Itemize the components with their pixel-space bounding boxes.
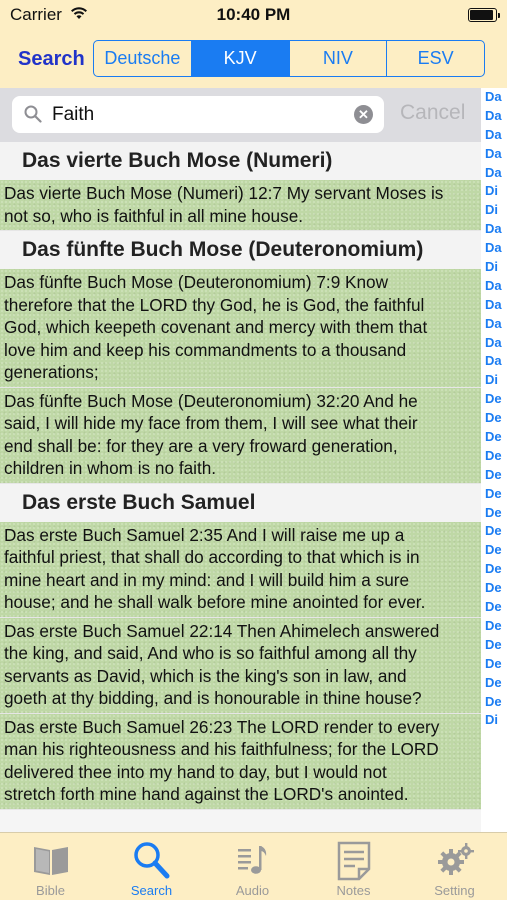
section-index-item[interactable]: De [485, 693, 502, 709]
section-index-item[interactable]: De [485, 542, 502, 558]
cancel-button[interactable]: Cancel [400, 101, 466, 124]
section-header: Das erste Buch Samuel [0, 484, 481, 522]
section-index-item[interactable]: Da [485, 240, 502, 256]
section-index-item[interactable]: De [485, 504, 502, 520]
result-line: love him and keep his commandments to a thousand [4, 339, 407, 360]
section-index[interactable] [481, 88, 507, 832]
translation-segmented-control [93, 40, 485, 77]
status-time: 10:40 PM [216, 5, 291, 24]
result-row[interactable] [0, 522, 481, 618]
result-line: Das erste Buch Samuel 22:14 Then Ahimelech answered [4, 620, 440, 641]
result-row[interactable] [0, 180, 481, 231]
result-line: children in whom is no faith. [4, 458, 217, 478]
clear-search-button[interactable]: ✕ [354, 105, 373, 124]
section-index-item[interactable]: Da [485, 277, 502, 293]
section-index-item[interactable]: De [485, 655, 502, 671]
result-line: stretch forth mine hand against the LORD's anointed. [4, 784, 409, 804]
section-index-item[interactable]: Di [485, 202, 498, 218]
tab-notes-label: Notes [336, 883, 371, 898]
section-index-item[interactable]: Da [485, 296, 502, 312]
section-index-item[interactable]: Da [485, 315, 502, 331]
section-index-item[interactable]: De [485, 674, 502, 690]
section-index-item[interactable]: Da [485, 89, 502, 104]
result-line: Das erste Buch Samuel 2:35 And I will raise me up a [4, 524, 405, 545]
section-index-item[interactable]: Di [485, 259, 498, 275]
section-index-item[interactable]: De [485, 561, 502, 577]
section-header: Das vierte Buch Mose (Numeri) [0, 142, 481, 180]
search-input[interactable] [12, 96, 384, 133]
section-index-item[interactable]: Di [485, 712, 498, 728]
page-title: Search [18, 48, 85, 70]
section-index-item[interactable]: De [485, 636, 502, 652]
tab-bible-label: Bible [36, 883, 65, 898]
result-line: not so, who is faithful in all mine house. [4, 205, 304, 226]
result-row[interactable] [0, 714, 481, 810]
segment-kjv[interactable]: KJV [192, 41, 290, 76]
section-header: Das fünfte Buch Mose (Deuteronomium) [0, 231, 481, 269]
section-index-item[interactable]: De [485, 447, 502, 463]
section-index-item[interactable]: De [485, 485, 502, 501]
battery-icon [468, 8, 497, 22]
section-index-item[interactable]: Da [485, 145, 502, 161]
section-index-item[interactable]: De [485, 429, 502, 445]
status-bar [0, 0, 507, 30]
tab-search[interactable] [101, 833, 202, 900]
result-line: generations; [4, 362, 99, 382]
result-line: said, I will hide my face from them, I will see what their [4, 413, 418, 433]
result-line: therefore that the LORD thy God, he is God, the faithful [4, 294, 425, 315]
section-index-item[interactable]: De [485, 523, 502, 539]
result-line: Das fünfte Buch Mose (Deuteronomium) 7:9 Know [4, 272, 389, 292]
segment-esv[interactable]: ESV [417, 48, 454, 68]
section-index-item[interactable]: Da [485, 126, 502, 142]
tab-bible[interactable] [0, 833, 101, 900]
section-index-item[interactable]: Di [485, 372, 498, 388]
result-line: delivered thee into my hand to day, but I would not [4, 761, 387, 782]
carrier-label: Carrier [10, 5, 62, 24]
gear-icon [434, 839, 476, 881]
nav-bar [0, 38, 507, 78]
result-line: Das vierte Buch Mose (Numeri) 12:7 My servant Moses is [4, 183, 444, 203]
section-index-item[interactable]: De [485, 580, 502, 596]
search-icon [131, 839, 173, 881]
section-index-item[interactable]: De [485, 410, 502, 426]
result-line: faithful priest, that shall do according to that which is in [4, 547, 420, 567]
section-index-item[interactable]: De [485, 391, 502, 407]
result-line: Das fünfte Buch Mose (Deuteronomium) 32:20 And he [4, 390, 418, 411]
result-line: man his righteousness and his faithfulness; for the LORD [4, 739, 439, 759]
top-bar [0, 0, 507, 88]
result-line: house; and he shall walk before mine anointed for ever. [4, 592, 426, 612]
result-line: God, which keepeth covenant and mercy with them that [4, 317, 428, 337]
result-line: goeth at thy bidding, and is honourable in thine house? [4, 688, 422, 708]
section-index-item[interactable]: Da [485, 164, 502, 180]
result-row[interactable] [0, 388, 481, 484]
section-index-item[interactable]: De [485, 599, 502, 615]
tab-audio[interactable] [202, 833, 303, 900]
section-index-item[interactable]: De [485, 617, 502, 633]
search-icon [24, 105, 42, 123]
section-index-item[interactable]: Da [485, 353, 502, 369]
tab-notes[interactable] [303, 833, 404, 900]
result-line: servants as David, which is the king's son in law, and [4, 665, 407, 686]
result-line: the king, and said, And who is so faithful among all thy [4, 643, 417, 663]
search-bar [0, 88, 481, 142]
tab-bar [0, 832, 507, 900]
section-index-item[interactable]: Da [485, 221, 502, 237]
result-row[interactable] [0, 269, 481, 388]
segment-niv[interactable]: NIV [290, 41, 388, 76]
tab-audio-label: Audio [235, 883, 270, 898]
search-results-list [0, 142, 481, 832]
tab-search-label: Search [130, 883, 173, 898]
section-index-item[interactable]: Di [485, 183, 498, 199]
section-index-item[interactable]: Da [485, 107, 502, 123]
music-note-icon [232, 839, 274, 881]
result-line: Das erste Buch Samuel 26:23 The LORD render to every [4, 716, 440, 737]
section-index-item[interactable]: De [485, 466, 502, 482]
result-line: end shall be: for they are a very froward generation, [4, 435, 398, 456]
book-icon [30, 839, 72, 881]
search-query-text: Faith [52, 104, 95, 125]
segment-deutsche[interactable]: Deutsche [94, 41, 192, 76]
section-index-item[interactable]: Da [485, 334, 502, 350]
result-line: mine heart and in my mind: and I will build him a sure [4, 569, 410, 590]
notes-icon [333, 839, 375, 881]
tab-setting[interactable] [404, 833, 505, 900]
tab-setting-label: Setting [434, 883, 475, 898]
result-row[interactable] [0, 618, 481, 714]
